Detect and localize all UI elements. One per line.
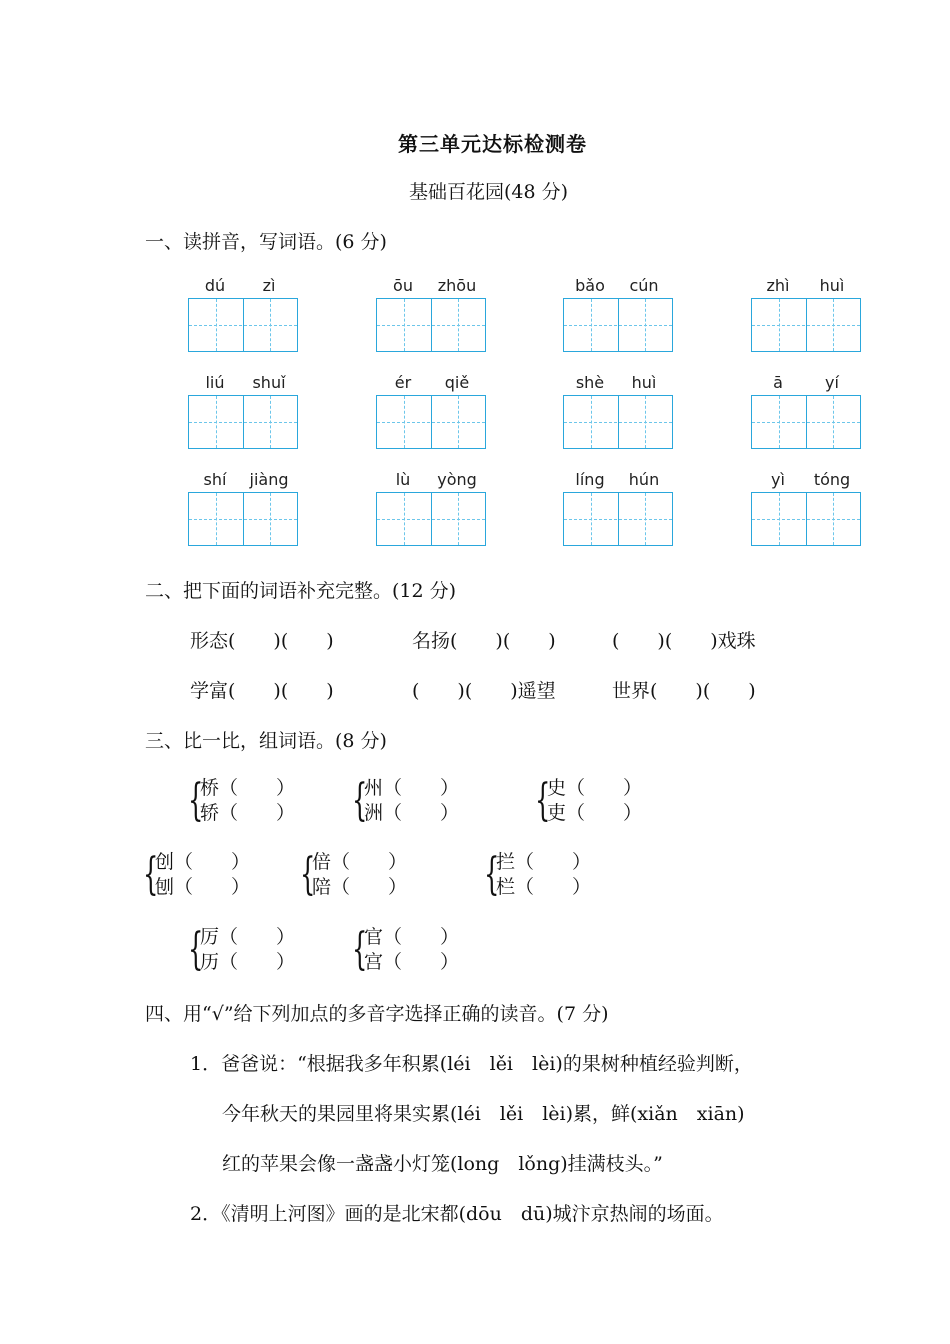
brace-icon: { [300,849,316,900]
idiom-item: 名扬( )( ) [412,630,556,652]
char-pair: { 桥（ ） 轿（ ） [188,775,296,826]
pinyin-label: huì [631,373,657,392]
brace-icon: { [484,849,500,900]
writing-grid[interactable] [751,492,861,546]
brace-icon: { [143,849,159,900]
pinyin-label: bǎo [575,276,605,295]
pinyin-label: shè [575,373,605,392]
brace-icon: { [352,924,368,975]
brace-icon: { [188,775,204,826]
passage-line: 红的苹果会像一盏盏小灯笼(long lǒng)挂满枝头。” [222,1153,663,1175]
question-2-heading: 二、把下面的词语补充完整。(12 分) [145,580,457,602]
pinyin-label: lù [395,470,411,489]
pinyin-label: tóng [813,470,851,489]
pinyin-label: ōu [393,276,413,295]
question-1-heading: 一、读拼音，写词语。(6 分) [145,231,387,253]
pinyin-label: zhōu [437,276,477,295]
writing-grid[interactable] [188,492,298,546]
idiom-item: 世界( )( ) [612,680,756,702]
writing-grid[interactable] [376,298,486,352]
question-4-heading: 四、用“√”给下列加点的多音字选择正确的读音。(7 分) [145,1003,609,1025]
writing-grid[interactable] [751,298,861,352]
brace-icon: { [188,924,204,975]
pinyin-label: dú [204,276,226,295]
idiom-item: 形态( )( ) [190,630,334,652]
writing-grid[interactable] [751,395,861,449]
question-3-heading: 三、比一比，组词语。(8 分) [145,730,387,752]
page-title: 第三单元达标检测卷 [398,132,587,156]
writing-grid[interactable] [563,298,673,352]
char-pair: { 倍（ ） 陪（ ） [300,849,408,900]
brace-icon: { [352,775,368,826]
pinyin-label: ér [394,373,412,392]
writing-grid[interactable] [563,395,673,449]
passage-line: 1．爸爸说：“根据我多年积累(léi lěi lèi)的果树种植经验判断， [190,1053,753,1075]
pinyin-label: zhì [766,276,790,295]
brace-icon: { [535,775,551,826]
writing-grid[interactable] [376,395,486,449]
section-subtitle: 基础百花园(48 分) [409,181,569,203]
pinyin-label: jiàng [249,470,289,489]
pinyin-label: cún [629,276,659,295]
pinyin-label: yòng [437,470,477,489]
passage-line: 2．《清明上河图》画的是北宋都(dōu dū)城汴京热闹的场面。 [190,1203,724,1225]
pinyin-label: huì [819,276,845,295]
pinyin-label: shí [203,470,227,489]
pinyin-label: yí [825,373,839,392]
pinyin-label: líng [575,470,605,489]
pinyin-label: qiě [444,373,470,392]
idiom-item: ( )( )戏珠 [612,630,756,652]
writing-grid[interactable] [188,298,298,352]
pinyin-label: yì [771,470,785,489]
char-pair: { 厉（ ） 历（ ） [188,924,296,975]
char-pair: { 拦（ ） 栏（ ） [484,849,592,900]
pinyin-label: liú [205,373,225,392]
idiom-item: ( )( )遥望 [412,680,556,702]
passage-line: 今年秋天的果园里将果实累(léi lěi lèi)累，鲜(xiǎn xiān) [222,1103,745,1125]
writing-grid[interactable] [563,492,673,546]
char-pair: { 创（ ） 刨（ ） [143,849,251,900]
char-pair: { 州（ ） 洲（ ） [352,775,460,826]
writing-grid[interactable] [188,395,298,449]
char-pair: { 官（ ） 宫（ ） [352,924,460,975]
pinyin-label: zì [262,276,276,295]
pinyin-label: ā [773,373,783,392]
pinyin-label: hún [628,470,660,489]
char-pair: { 史（ ） 吏（ ） [535,775,643,826]
pinyin-label: shuǐ [252,373,286,392]
idiom-item: 学富( )( ) [190,680,334,702]
writing-grid[interactable] [376,492,486,546]
